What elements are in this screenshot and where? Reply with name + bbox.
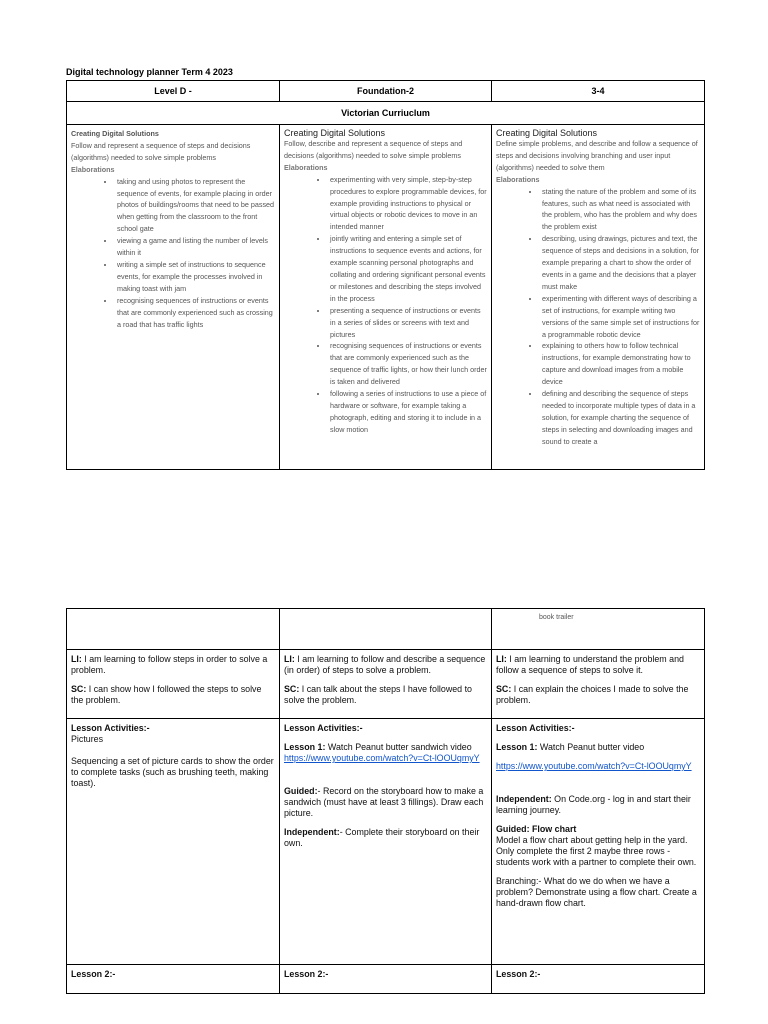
activities-label: Lesson Activities:-	[496, 723, 575, 733]
branching-text: Branching:- What do we do when we have a problem? Demonstrate using a flow chart. Create a hand-drawn flow chart.	[496, 876, 697, 908]
level-d-activities-cell	[67, 719, 280, 965]
header-3-4: 3-4	[492, 81, 705, 102]
empty-cell	[280, 609, 492, 650]
level-3-4-lesson-2-cell	[492, 965, 705, 994]
level-d-lesson-2-cell	[67, 965, 280, 994]
list-item: • jointly writing and entering a simple set of instructions to sequence events and actions, for example scanning personal photographs and collating and ordering significant personal events or milestones and describing the steps involved in the process	[328, 233, 487, 304]
lesson-activities-row	[67, 719, 705, 965]
empty-cell	[67, 609, 280, 650]
lesson-plan-table	[66, 608, 705, 994]
video-link[interactable]: https://www.youtube.com/watch?v=Ct-lOOUqmyY	[496, 761, 692, 771]
sc-label: SC:	[71, 684, 87, 694]
li-label: LI:	[71, 654, 82, 664]
book-trailer-row	[67, 609, 705, 650]
guided-text: - Record on the storyboard how to make a sandwich (must have at least 3 fillings). Draw each picture.	[284, 786, 484, 818]
list-item: • describing, using drawings, pictures and text, the sequence of steps and decisions in a solution, for example preparing a chart to show the order of events in a game and the decisions that a player must make	[540, 233, 700, 293]
foundation-2-li-cell	[280, 650, 492, 719]
activities-label: Lesson Activities:-	[71, 723, 150, 733]
level-d-li-cell	[67, 650, 280, 719]
list-item: • writing a simple set of instructions to sequence events, for example the processes involved in making toast with jam	[115, 259, 275, 295]
lesson-2-label: Lesson 2:-	[284, 969, 329, 979]
content-heading: Creating Digital Solutions	[284, 128, 386, 138]
content-heading: Creating Digital Solutions	[71, 129, 159, 138]
list-item: • taking and using photos to represent the sequence of events, for example placing in order photos of buildings/rooms that need to be passed when getting from the classroom to the front school gate	[115, 176, 275, 236]
lesson-2-row	[67, 965, 705, 994]
independent-label: Independent:	[496, 794, 552, 804]
document-title: Digital technology planner Term 4 2023	[66, 67, 233, 77]
elaborations-list	[71, 176, 275, 331]
independent-text: On Code.org - log in and start their learning journey.	[496, 794, 691, 815]
level-header-row	[67, 81, 705, 102]
content-heading: Creating Digital Solutions	[496, 128, 598, 138]
header-level-d: Level D -	[67, 81, 280, 102]
list-item: • experimenting with very simple, step-by-step procedures to explore programmable devices, for example providing instructions to physical or virtual objects or robotic devices to move in an intended manner	[328, 174, 487, 234]
level-d-cell	[67, 125, 280, 470]
activities-label: Lesson Activities:-	[284, 723, 363, 733]
list-item: • presenting a sequence of instructions or events in a series of slides or screens with text and pictures	[328, 305, 487, 341]
lesson-1-label: Lesson 1:	[284, 742, 326, 752]
lesson-2-label: Lesson 2:-	[496, 969, 541, 979]
foundation-2-activities-cell	[280, 719, 492, 965]
pictures-text: Pictures	[71, 734, 104, 744]
sc-text: I can show how I followed the steps to solve the problem.	[71, 684, 262, 705]
sc-label: SC:	[284, 684, 300, 694]
foundation-2-lesson-2-cell	[280, 965, 492, 994]
list-item: • experimenting with different ways of describing a set of instructions, for example writing two versions of the same simple set of instructions for a programmable robotic device	[540, 293, 700, 341]
video-link[interactable]: https://www.youtube.com/watch?v=Ct-lOOUqmyY	[284, 753, 480, 763]
list-item: • viewing a game and listing the number of levels within it	[115, 235, 275, 259]
book-trailer-text: book trailer	[539, 614, 574, 621]
li-label: LI:	[496, 654, 507, 664]
content-description: Follow, describe and represent a sequence of steps and decisions (algorithms) needed to solve simple problems	[284, 139, 463, 160]
list-item: • explaining to others how to follow technical instructions, for example demonstrating how to capture and download images from a mobile device	[540, 340, 700, 388]
sequencing-text: Sequencing a set of picture cards to show the order to complete tasks (such as brushing teeth, making toast).	[71, 756, 274, 788]
content-description: Follow and represent a sequence of steps and decisions (algorithms) needed to solve simple problems	[71, 140, 251, 162]
list-item: • defining and describing the sequence of steps needed to incorporate multiple types of data in a solution, for example charting the sequence of steps in selecting and downloading images and sound to create a	[540, 388, 700, 448]
elaborations-label: Elaborations	[71, 164, 115, 174]
lesson-1-text: Watch Peanut butter video	[537, 742, 645, 752]
book-trailer-cell	[492, 609, 705, 650]
sc-text: I can talk about the steps I have followed to solve the problem.	[284, 684, 472, 705]
guided-label: Guided: Flow chart	[496, 824, 577, 834]
level-3-4-activities-cell	[492, 719, 705, 965]
curriculum-table	[66, 80, 705, 470]
level-3-4-li-cell	[492, 650, 705, 719]
foundation-2-cell	[280, 125, 492, 470]
level-3-4-cell	[492, 125, 705, 470]
sc-text: I can explain the choices I made to solve the problem.	[496, 684, 689, 705]
guided-text: Model a flow chart about getting help in the yard. Only complete the first 2 maybe three rows - students work with a partner to complete their own.	[496, 835, 697, 867]
header-foundation-2: Foundation-2	[280, 81, 492, 102]
list-item: • recognising sequences of instructions or events that are commonly experienced such as the sequence of traffic lights, or how their lunch order is taken and delivered	[328, 340, 487, 388]
elaborations-list	[496, 186, 700, 448]
independent-text: - Complete their storyboard on their own.	[284, 827, 480, 848]
guided-label: Guided:	[284, 786, 318, 796]
sc-label: SC:	[496, 684, 512, 694]
list-item: • stating the nature of the problem and some of its features, such as what need is associated with the problem, who has the problem and why does the problem exist	[540, 186, 700, 234]
lesson-2-label: Lesson 2:-	[71, 969, 116, 979]
curriculum-header-row	[67, 102, 705, 125]
content-description: Define simple problems, and describe and follow a sequence of steps and decisions involving branching and user input (algorithms) needed to solve them	[496, 139, 698, 172]
li-text: I am learning to understand the problem and follow a sequence of steps to solve it.	[496, 654, 684, 675]
li-text: I am learning to follow and describe a sequence (in order) of steps to solve a problem.	[284, 654, 486, 675]
elaborations-label: Elaborations	[284, 162, 328, 172]
curriculum-title: Victorian Curriuclum	[67, 102, 705, 125]
independent-label: Independent:	[284, 827, 340, 837]
elaborations-list	[284, 174, 487, 436]
li-text: I am learning to follow steps in order to solve a problem.	[71, 654, 268, 675]
content-description-row	[67, 125, 705, 470]
lesson-1-text: Watch Peanut butter sandwich video	[325, 742, 472, 752]
elaborations-label: Elaborations	[496, 174, 540, 184]
list-item: • following a series of instructions to use a piece of hardware or software, for example taking a photograph, editing and storing it to include in a slow motion	[328, 388, 487, 436]
lesson-1-label: Lesson 1:	[496, 742, 538, 752]
li-label: LI:	[284, 654, 295, 664]
list-item: • recognising sequences of instructions or events that are commonly experienced such as crossing a road that has traffic lights	[115, 295, 275, 331]
learning-intention-row	[67, 650, 705, 719]
